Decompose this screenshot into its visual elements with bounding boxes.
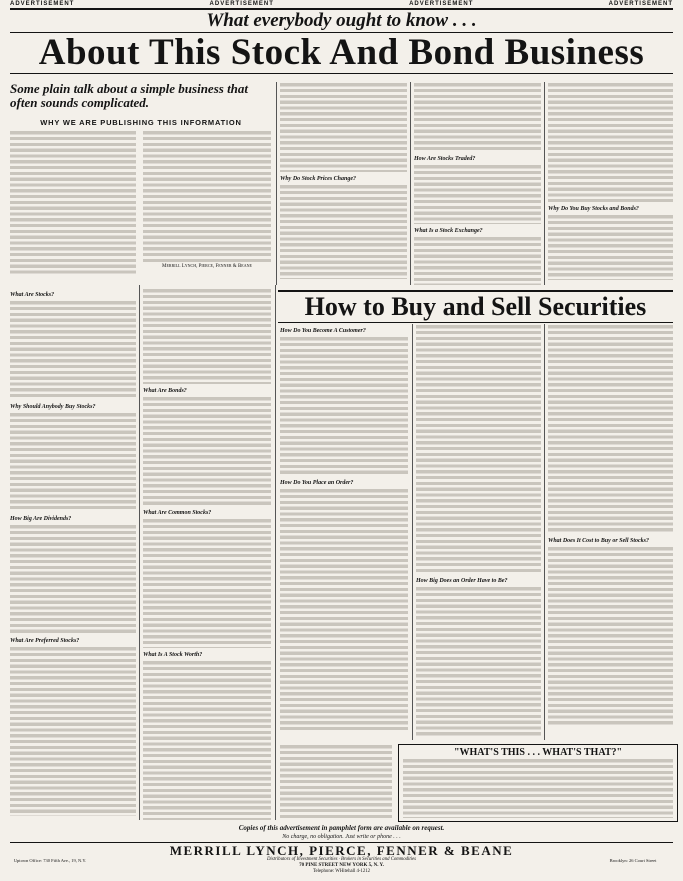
section-heading: What Is A Stock Worth? — [143, 652, 203, 658]
section-heading: Why Should Anybody Buy Stocks? — [10, 404, 96, 410]
column-rule — [544, 82, 545, 285]
text-block — [403, 758, 673, 818]
section-heading: How Are Stocks Traded? — [414, 156, 476, 162]
pamphlet-notice: Copies of this advertisement in pamphlet form are available on request. — [238, 824, 445, 832]
column-rule — [275, 285, 276, 820]
text-block — [548, 324, 673, 534]
text-block — [548, 82, 673, 202]
section-heading: Why Do Stock Prices Change? — [280, 176, 357, 182]
article-column-4 — [414, 82, 541, 285]
text-block — [143, 130, 271, 264]
whats-this-box — [398, 744, 678, 822]
article-column-5 — [548, 82, 673, 285]
text-block — [416, 586, 541, 736]
headline: About This Stock And Bond Business — [10, 33, 673, 74]
text-block — [548, 546, 673, 726]
intro-note-col-1 — [10, 130, 136, 282]
article-column-2 — [143, 288, 271, 820]
column-rule — [410, 82, 411, 285]
intro-note-col-2 — [143, 130, 271, 282]
article-column-1 — [10, 288, 136, 820]
column-rule — [276, 82, 277, 285]
box-column-2 — [416, 324, 541, 740]
text-block — [10, 130, 136, 276]
intro-block — [10, 82, 272, 127]
column-rule — [412, 324, 413, 740]
section-heading: What Are Bonds? — [143, 388, 187, 394]
firm-name: MERRILL LYNCH, PIERCE, FENNER & BEANE — [10, 842, 673, 858]
column-rule — [139, 285, 140, 820]
text-block — [416, 324, 541, 574]
obligation-notice: No charge, no obligation. Just write or phone . . . — [282, 834, 401, 840]
ad-label: ADVERTISEMENT — [608, 1, 673, 7]
firm-telephone: Telephone: WHitehall 4-1212 — [312, 869, 371, 874]
firm-address: 70 PINE STREET NEW YORK 5, N. Y. — [299, 863, 384, 868]
whats-this-title: "WHAT'S THIS . . . WHAT'S THAT?" — [453, 747, 623, 758]
text-block — [280, 744, 392, 818]
text-block — [10, 646, 136, 816]
text-block — [143, 518, 271, 648]
section-heading: How Do You Place an Order? — [280, 480, 354, 486]
firm-description: Distributors of Investment Securities · Brokers in Securities and Commodities — [266, 857, 417, 862]
text-block — [280, 488, 408, 733]
subhead: Some plain talk about a simple business that often sounds complicated. — [10, 81, 249, 110]
text-block — [414, 164, 541, 224]
ad-label: ADVERTISEMENT — [10, 1, 75, 7]
text-block — [10, 524, 136, 634]
brooklyn-office: Brooklyn: 26 Court Street — [609, 858, 657, 863]
text-block — [280, 336, 408, 476]
section-heading: What Does It Cost to Buy or Sell Stocks? — [548, 538, 650, 544]
uptown-office: Uptown Office: 730 Fifth Ave., 19, N.Y. — [13, 858, 87, 863]
section-heading: How Big Does an Order Have to Be? — [416, 578, 508, 584]
text-block — [143, 396, 271, 506]
note-signature: Merrill Lynch, Pierce, Fenner & Beane — [162, 264, 252, 269]
article-column-3-lower — [280, 744, 392, 820]
ad-label: ADVERTISEMENT — [209, 1, 274, 7]
advertisement-bar — [10, 0, 673, 10]
box-column-1 — [280, 324, 408, 740]
section-heading: What Are Preferred Stocks? — [10, 638, 80, 644]
text-block — [10, 300, 136, 400]
section-heading: What Are Common Stocks? — [143, 510, 212, 516]
column-rule — [544, 324, 545, 740]
text-block — [280, 82, 407, 172]
text-block — [143, 288, 271, 384]
text-block — [414, 82, 541, 152]
box-title: How to Buy and Sell Securities — [278, 290, 673, 323]
text-block — [10, 412, 136, 512]
tagline: What everybody ought to know . . . — [10, 10, 673, 33]
section-heading: How Do You Become A Customer? — [280, 328, 366, 334]
article-column-3 — [280, 82, 407, 285]
section-heading: What Is a Stock Exchange? — [414, 228, 483, 234]
section-heading: Why Do You Buy Stocks and Bonds? — [548, 206, 639, 212]
text-block — [414, 236, 541, 285]
section-heading: How Big Are Dividends? — [10, 516, 72, 522]
ad-label: ADVERTISEMENT — [409, 1, 474, 7]
text-block — [548, 214, 673, 280]
section-heading: What Are Stocks? — [10, 292, 55, 298]
box-column-3 — [548, 324, 673, 740]
note-heading: WHY WE ARE PUBLISHING THIS INFORMATION — [40, 118, 242, 127]
text-block — [143, 660, 271, 820]
text-block — [280, 184, 407, 279]
